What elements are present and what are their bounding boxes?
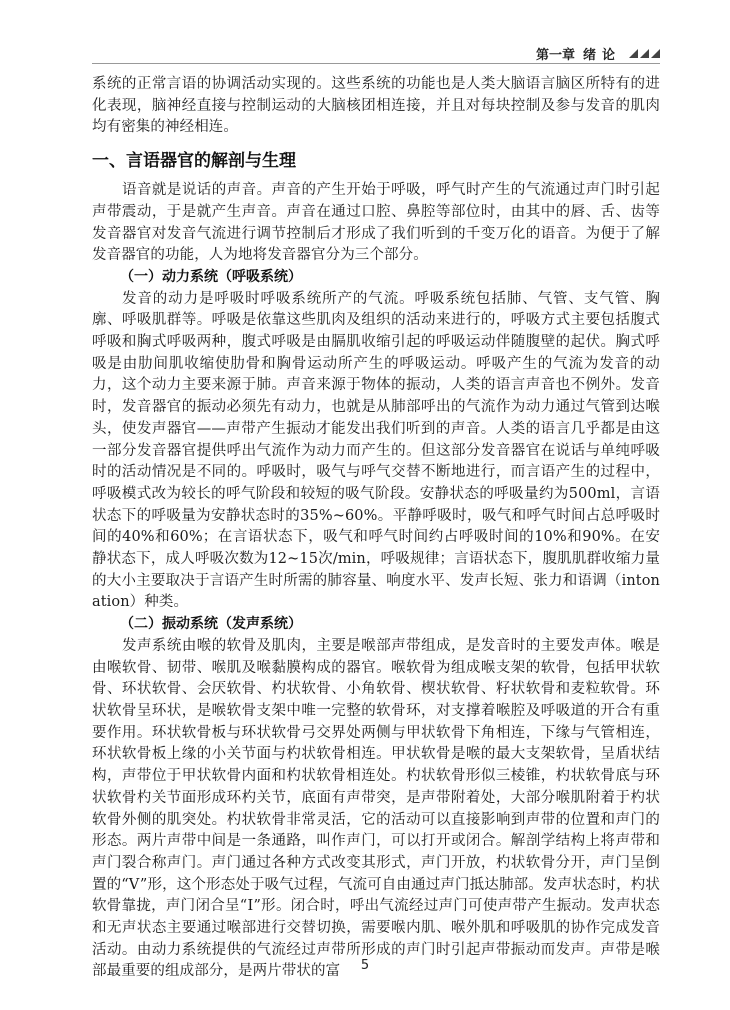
respiratory-system-paragraph: 发音的动力是呼吸时呼吸系统所产的气流。呼吸系统包括肺、气管、支气管、胸廓、呼吸肌群等。呼吸是依靠这些肌肉及组织的活动来进行的，呼吸方式主要包括腹式呼吸和胸式呼吸两种，腹式呼吸是由膈肌收缩引起的呼吸运动伴随腹壁的起伏。胸式呼吸是由肋间肌收缩使肋骨和胸骨运动所产生的呼吸运动。呼吸产生的气流为发音的动力，这个动力主要来源于肺。声音来源于物体的振动，人类的语言声音也不例外。发音时，发音器官的振动必须先有动力，也就是从肺部呼出的气流作为动力通过气管到达喉头，使发声器官——声带产生振动才能发出我们听到的声音。人类的语言几乎都是由这一部分发音器官提供呼出气流作为动力而产生的。但这部分发音器官在说话与单纯呼吸时的活动情况是不同的。呼吸时，吸气与呼气交替不断地进行，而言语产生的过程中，呼吸模式改为较长的呼气阶段和较短的吸气阶段。安静状态的呼吸量约为500ml，言语状态下的呼吸量为安静状态时的35%~60%。平静呼吸时，吸气和呼气时间占总呼吸时间的40%和60%；在言语状态下，吸气和呼气时间约占呼吸时间的10%和90%。在安静状态下，成人呼吸次数为12~15次/min，呼吸规律；言语状态下，腹肌肌群收缩力量的大小主要取决于言语产生时所需的肺容量、响度水平、发声长短、张力和语调（intonation）种类。 xyxy=(92,290,660,611)
page-content xyxy=(92,74,660,983)
section-intro-paragraph: 语音就是说话的声音。声音的产生开始于呼吸，呼气时产生的气流通过声门时引起声带震动，于是就产生声音。声音在通过口腔、鼻腔等部位时，由其中的唇、舌、齿等发音器官对发音气流进行调节控制后才形成了我们听到的千变万化的语音。为便于了解发音器官的功能，人为地将发音器官分为三个部分。 xyxy=(92,182,660,264)
chapter-title: 绪论 xyxy=(582,47,621,63)
header-rule xyxy=(92,63,660,64)
subsection-heading-respiratory: （一）动力系统（呼吸系统） xyxy=(120,268,302,285)
page-number: 5 xyxy=(360,958,370,973)
phonation-system-paragraph: 发声系统由喉的软骨及肌肉，主要是喉部声带组成，是发音时的主要发声体。喉是由喉软骨、韧带、喉肌及喉黏膜构成的器官。喉软骨为组成喉支架的软骨，包括甲状软骨、环状软骨、会厌软骨、杓状软骨、小角软骨、楔状软骨、籽状软骨和麦粒软骨。环状软骨呈环状，是喉软骨支架中唯一完整的软骨环，对支撑着喉腔及呼吸道的开合有重要作用。环状软骨板与环状软骨弓交界处两侧与甲状软骨下角相连，下缘与气管相连，环状软骨板上缘的小关节面与杓状软骨相连。甲状软骨是喉的最大支架软骨，呈盾状结构，声带位于甲状软骨内面和杓状软骨相连处。杓状软骨形似三棱锥，杓状软骨底与环状软骨杓关节面形成环杓关节，底面有声带突，是声带附着处，大部分喉肌附着于杓状软骨外侧的肌突处。杓状软骨非常灵活，它的活动可以直接影响到声带的位置和声门的形态。两片声带中间是一条通路，叫作声门，可以打开或闭合。解剖学结构上将声带和声门裂合称声门。声门通过各种方式改变其形式，声门开放，杓状软骨分开，声门呈倒置的“V”形，这个形态处于吸气过程，气流可自由通过声门抵达肺部。发声状态时，杓状软骨靠拢，声门闭合呈“Ⅰ”形。闭合时，呼出气流经过声门可使声带产生振动。发声状态和无声状态主要通过喉部进行交替切换，需要喉内肌、喉外肌和呼吸肌的协作完成发音活动。由动力系统提供的气流经过声带所形成的声门时引起声带振动而发声。声带是喉部最重要的组成部分，是两片带状的富 xyxy=(92,637,660,980)
intro-paragraph: 系统的正常言语的协调活动实现的。这些系统的功能也是人类大脑语言脑区所特有的进化表现，脑神经直接与控制运动的大脑核团相连接，并且对每块控制及参与发音的肌肉均有密集的神经相连。 xyxy=(92,76,660,136)
chapter-number: 第一章 xyxy=(535,47,575,63)
triangle-ornament-icon xyxy=(629,49,660,58)
section-heading: 一、言语器官的解剖与生理 xyxy=(92,151,296,172)
subsection-heading-phonation: （二）振动系统（发声系统） xyxy=(120,616,302,633)
running-header xyxy=(536,44,660,62)
